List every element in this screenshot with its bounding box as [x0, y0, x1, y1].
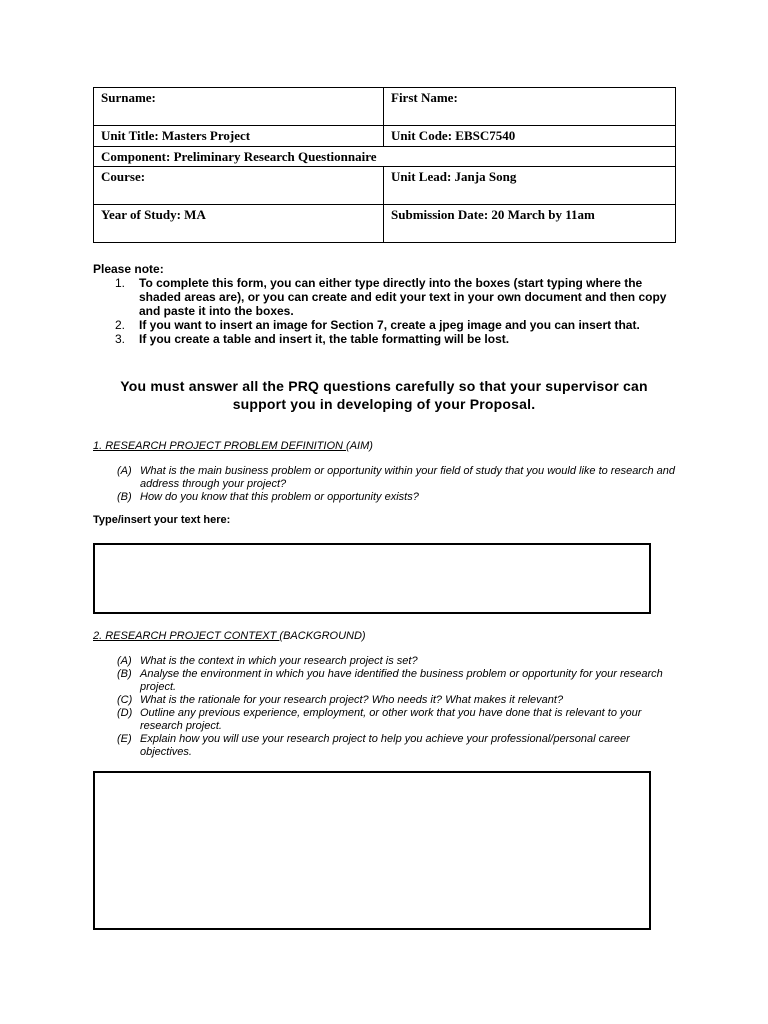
year-of-study-cell: Year of Study: MA	[94, 205, 384, 243]
question-label: (A)	[117, 465, 132, 477]
question-item	[117, 694, 677, 707]
section2-answer-box[interactable]	[93, 771, 651, 930]
note-item-text: If you create a table and insert it, the table formatting will be lost.	[139, 332, 510, 346]
question-text: Explain how you will use your research project to help you achieve your professional/personal career objectives.	[140, 733, 630, 758]
question-item	[117, 491, 677, 504]
section2-questions	[117, 655, 677, 759]
surname-cell[interactable]	[94, 88, 384, 126]
unit-title-cell: Unit Title: Masters Project	[94, 126, 384, 147]
note-item-text: If you want to insert an image for Section 7, create a jpeg image and you can insert that.	[139, 318, 640, 332]
note-item-number: 3.	[115, 332, 126, 346]
first-name-label: First Name:	[391, 90, 458, 105]
question-label: (B)	[117, 668, 132, 680]
question-item	[117, 707, 677, 733]
question-text: Analyse the environment in which you have identified the business problem or opportunity for your research project.	[140, 668, 663, 693]
question-item	[117, 465, 677, 491]
question-label: (A)	[117, 655, 132, 667]
note-item	[93, 318, 683, 332]
student-info-table	[93, 87, 676, 243]
instruction-emphasis: You must answer all the PRQ questions carefully so that your supervisor can support you in developing of your Proposal.	[120, 378, 648, 412]
note-list	[93, 276, 683, 346]
section1-title: 1. RESEARCH PROJECT PROBLEM DEFINITION	[93, 440, 347, 452]
question-text: What is the context in which your research project is set?	[140, 655, 418, 667]
course-cell[interactable]	[94, 167, 384, 205]
question-label: (B)	[117, 491, 132, 503]
note-item-number: 2.	[115, 318, 126, 332]
surname-label: Surname:	[101, 90, 156, 105]
question-text: How do you know that this problem or opportunity exists?	[140, 491, 419, 503]
section1-heading	[93, 440, 373, 452]
question-item	[117, 733, 677, 759]
please-note-title: Please note:	[93, 262, 164, 276]
note-item-number: 1.	[115, 276, 126, 290]
component-cell: Component: Preliminary Research Questionnaire	[94, 147, 676, 167]
note-item	[93, 332, 683, 346]
question-label: (D)	[117, 707, 133, 719]
question-label: (C)	[117, 694, 133, 706]
section1-suffix: (AIM)	[346, 440, 373, 452]
course-label: Course:	[101, 169, 146, 184]
please-note-block	[93, 262, 683, 346]
question-text: What is the rationale for your research project? Who needs it? What makes it relevant?	[140, 694, 564, 706]
section2-suffix: (BACKGROUND)	[279, 630, 366, 642]
unit-code-cell: Unit Code: EBSC7540	[384, 126, 676, 147]
type-insert-label: Type/insert your text here:	[93, 514, 231, 526]
section1-answer-box[interactable]	[93, 543, 651, 614]
question-text: Outline any previous experience, employment, or other work that you have done that is relevant to your research project.	[140, 707, 642, 732]
note-item-text: To complete this form, you can either type directly into the boxes (start typing where the shaded areas are), or you can create and edit your text in your own document and then copy and paste it into the boxes.	[139, 276, 667, 318]
question-text: What is the main business problem or opportunity within your field of study that you would like to research and address through your project?	[140, 465, 675, 490]
note-item	[93, 276, 683, 318]
section1-questions	[117, 465, 677, 504]
question-label: (E)	[117, 733, 132, 745]
submission-date-cell: Submission Date: 20 March by 11am	[384, 205, 676, 243]
first-name-cell[interactable]	[384, 88, 676, 126]
question-item	[117, 655, 677, 668]
question-item	[117, 668, 677, 694]
unit-lead-cell: Unit Lead: Janja Song	[384, 167, 676, 205]
section2-title: 2. RESEARCH PROJECT CONTEXT	[93, 630, 280, 642]
section2-heading	[93, 630, 366, 642]
